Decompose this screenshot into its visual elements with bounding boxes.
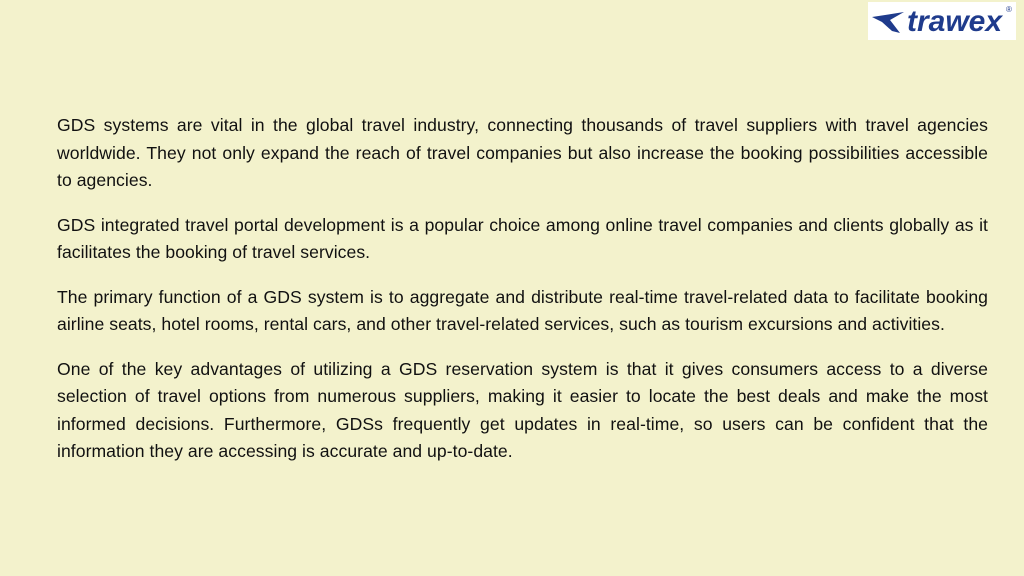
paragraph-portal-development: GDS integrated travel portal development is a popular choice among online travel companies and clients globally as it facilitates the booking of travel services. <box>57 214 988 262</box>
logo-wordmark: trawex <box>907 5 1003 38</box>
registered-mark: ® <box>1006 5 1012 14</box>
paragraph-primary-function: The primary function of a GDS system is to aggregate and distribute real-time travel-related data to facilitate booking airline seats, hotel rooms, rental cars, and other travel-related services, such as tourism excursions and activities. <box>57 286 988 334</box>
trawex-logo <box>868 2 1016 40</box>
plane-icon <box>872 12 904 33</box>
paragraph-gds-overview: GDS systems are vital in the global travel industry, connecting thousands of travel suppliers with travel agencies worldwide. They not only expand the reach of travel companies but also increase the booking possibilities accessible to agencies. <box>57 115 988 190</box>
paragraph-key-advantages: One of the key advantages of utilizing a GDS reservation system is that it gives consumers access to a diverse selection of travel options from numerous suppliers, making it easier to locate the best deals and make the most informed decisions. Furthermore, GDSs frequently get updates in real-time, so users can be confident that the information they are accessing is accurate and up-to-date. <box>57 358 988 461</box>
trawex-logo-mark <box>870 3 1014 39</box>
document-body <box>57 112 988 483</box>
